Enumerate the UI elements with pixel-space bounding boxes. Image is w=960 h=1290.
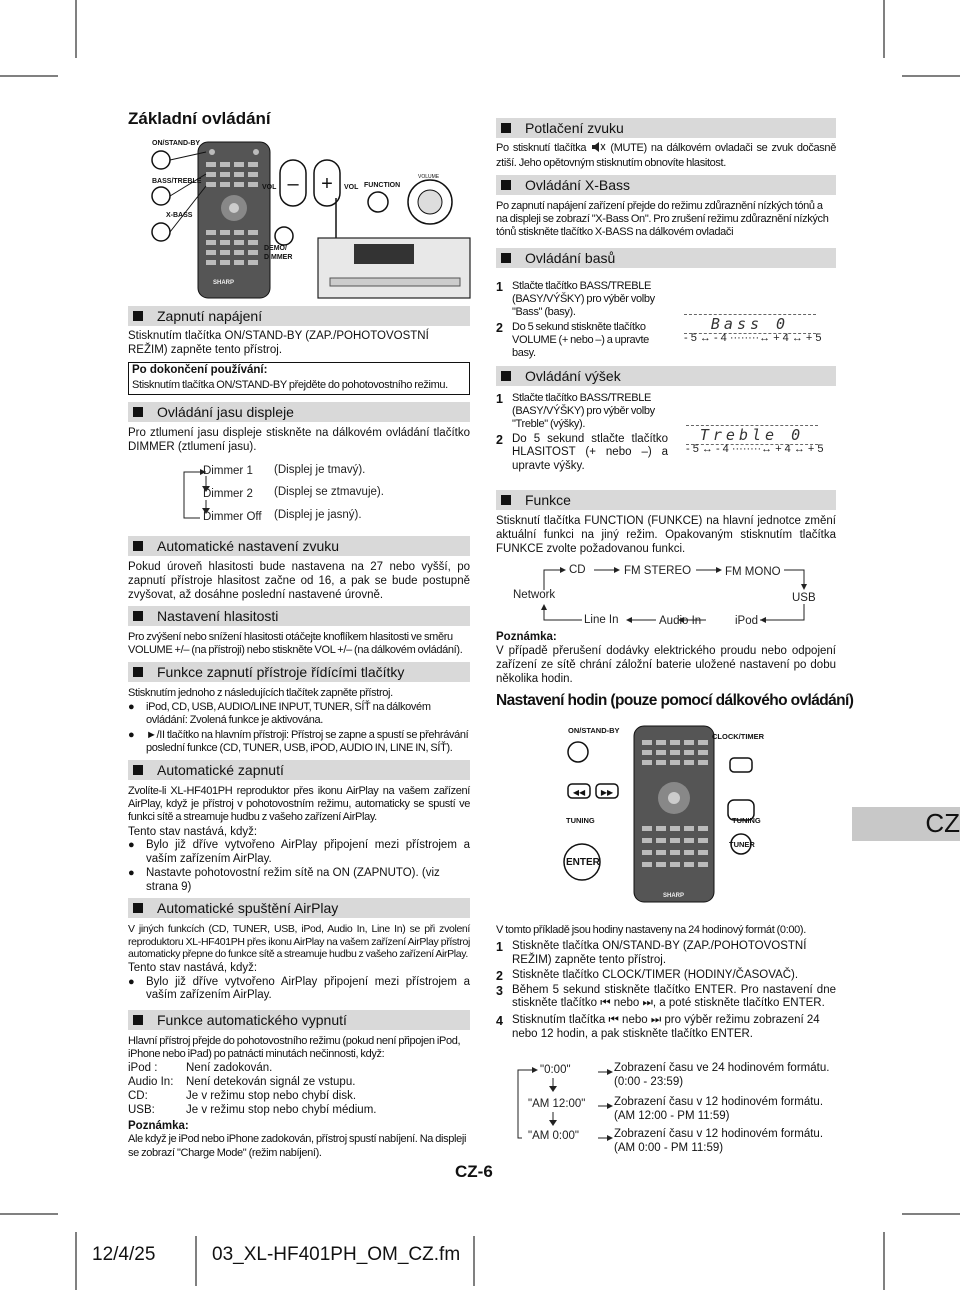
clock-remote-brand: SHARP — [663, 893, 685, 899]
mute-text-b: (MUTE) na dálkovém ovladači se zvuk dočasně ztiší. Jeho opětovným stisknutím obnovíte hlasitost. — [496, 142, 836, 170]
square-bullet-icon — [133, 311, 143, 321]
section-dimmer — [128, 402, 470, 455]
treble-steps — [496, 392, 668, 474]
format-24h-desc: Zobrazení času ve 24 hodinovém formátu. (0:00 - 23:59) — [614, 1062, 830, 1088]
square-bullet-icon — [501, 371, 511, 381]
auto-off-key: CD: — [128, 1089, 148, 1102]
functions-note: V případě přerušení dodávky elektrického proudu nebo odpojení zařízení ze sítě chrání záložní baterie uložené nastavení po dobu několika hodin. — [496, 645, 836, 685]
treble-header — [496, 366, 836, 386]
dimmer-header — [128, 402, 470, 422]
airplay-header — [128, 898, 470, 918]
auto-off-value: Je v režimu stop nebo chybí disk. — [186, 1089, 357, 1102]
airplay-title: Automatické spuštění AirPlay — [157, 899, 339, 916]
section-auto-off — [128, 1010, 470, 1160]
square-bullet-icon — [133, 407, 143, 417]
language-tab-label: CZ — [925, 808, 960, 839]
page-title: Základní ovládání — [128, 109, 271, 128]
vol-plus-label: VOL — [344, 184, 359, 191]
airplay-text: V jiných funkcích (CD, TUNER, USB, iPod, Audio In, Line In) se při zvolení reproduktoru XL-HF401PH přes ikonu AirPlay na vašem zařízení AirPlay přístroj automaticky přepne do funkce sítě a streamuje hudbu z vašeho zařízení AirPlay. — [128, 923, 470, 961]
airplay-cond-label: Tento stav nastává, když: — [128, 961, 258, 974]
clock-timer-label: CLOCK/TIMER — [712, 732, 765, 741]
airplay-bullet-1: ● Bylo již dříve vytvořeno AirPlay připojení mezi přístrojem a vaším zařízením AirPlay. — [128, 976, 470, 1004]
svg-text:–: – — [287, 173, 299, 195]
xbass-title: Ovládání X-Bass — [525, 176, 631, 193]
bass-header — [496, 248, 836, 268]
after-use-box — [128, 362, 470, 395]
demo-dimmer-label: DEMO/ DIMMER — [264, 245, 293, 262]
functions-header — [496, 490, 836, 510]
dimmer-step-1-desc: (Displej je tmavý). — [274, 464, 366, 476]
auto-off-key: Audio In: — [128, 1076, 174, 1089]
func-on-title: Funkce zapnutí přístroje řídícími tlačítky — [157, 663, 405, 680]
on-standby-label: ON/STAND-BY — [152, 140, 201, 147]
square-bullet-icon — [133, 667, 143, 677]
section-airplay — [128, 898, 470, 1003]
function-line-in: Line In — [584, 614, 619, 626]
func-on-header — [128, 662, 470, 682]
format-12h-value: "AM 12:00" — [528, 1098, 586, 1110]
bass-step-2: 2 Do 5 sekund stiskněte tlačítko VOLUME (+ nebo –) a upravte basy. — [496, 320, 649, 359]
clock-step-3: 3 Během 5 sekund stiskněte tlačítko ENTER. Pro nastavení dne stiskněte tlačítko ⏮ nebo ⏭, a poté stiskněte tlačítko ENTER. — [496, 983, 836, 1010]
after-use-title: Po dokončení používání: — [132, 363, 268, 376]
functions-text: Stisknutí tlačítka FUNCTION (FUNKCE) na hlavní jednotce změní aktuální funkci na jiný režim. Opakovaným stisknutím tlačítka FUNKCE zvolte požadovanou funkci. — [496, 515, 836, 555]
language-tab — [852, 807, 960, 841]
function-label: FUNCTION — [364, 182, 401, 189]
footer-date: 12/4/25 — [92, 1244, 156, 1265]
clock-intro: V tomto příkladě jsou hodiny nastaveny na 24 hodinový formát (0:00). — [496, 924, 806, 936]
auto-off-note-label: Poznámka: — [128, 1119, 189, 1132]
mute-icon — [590, 141, 606, 157]
volume-title: Nastavení hlasitosti — [157, 607, 279, 624]
section-mute — [496, 118, 836, 170]
auto-off-key: USB: — [128, 1103, 155, 1116]
auto-on-title: Automatické zapnutí — [157, 761, 284, 778]
bass-treble-label: BASS/TREBLE — [152, 178, 202, 185]
after-use-text: Stisknutím tlačítka ON/STAND-BY přejděte do pohotovostního režimu. — [132, 379, 448, 392]
section-power — [128, 306, 470, 395]
bass-scale: - 5 ↔ - 4 ········↔ + 4 ↔ + 5 — [684, 332, 822, 344]
mute-text-a: Po stisknutí tlačítka — [496, 142, 587, 154]
auto-off-key: iPod : — [128, 1062, 158, 1075]
square-bullet-icon — [133, 903, 143, 913]
auto-volume-title: Automatické nastavení zvuku — [157, 537, 340, 554]
auto-on-bullet-2: ● Nastavte pohotovostní režim sítě na ON (ZAPNUTO). (viz strana 9) — [128, 867, 470, 895]
function-fm-stereo: FM STEREO — [624, 565, 692, 577]
function-cd: CD — [569, 564, 586, 576]
format-12h-zero-value: "AM 0:00" — [528, 1130, 579, 1142]
section-treble — [496, 366, 836, 474]
dimmer-step-2-desc: (Displej se ztmavuje). — [274, 486, 384, 498]
treble-step-1: 1 Stlačte tlačítko BASS/TREBLE (BASY/VÝŠKY) pro výběr volby "Treble" (výšky). — [496, 392, 655, 431]
treble-display: Treble 0 — [686, 425, 818, 445]
clock-step-2: 2 Stiskněte tlačítko CLOCK/TIMER (HODINY/ČASOVAČ). — [496, 968, 799, 983]
section-functions — [496, 490, 836, 556]
volume-text: Pro zvýšení nebo snížení hlasitosti otáčejte knoflíkem hlasitosti ve směru VOLUME +/– (na přístroji) nebo stiskněte VOL +/– (na dálkovém ovládání). — [128, 631, 463, 657]
dimmer-step-3-label: Dimmer Off — [203, 511, 262, 523]
svg-text:+: + — [321, 173, 333, 195]
format-12h-zero-desc: Zobrazení času v 12 hodinovém formátu. (AM 0:00 - PM 11:59) — [614, 1128, 824, 1154]
auto-off-text: Hlavní přístroj přejde do pohotovostního režimu (pokud není připojen iPod, iPhone nebo iPad) po patnácti minutách nečinnosti, když: — [128, 1035, 461, 1061]
mute-text — [496, 141, 836, 170]
tuner-label: TUNER — [729, 840, 755, 849]
functions-title: Funkce — [525, 491, 571, 508]
vol-minus-label: VOL — [262, 184, 277, 191]
square-bullet-icon — [133, 611, 143, 621]
mute-header — [496, 118, 836, 138]
controls-illustration — [150, 138, 472, 300]
format-12h-desc: Zobrazení času v 12 hodinovém formátu. (AM 12:00 - PM 11:59) — [614, 1096, 824, 1122]
square-bullet-icon — [133, 541, 143, 551]
clock-remote-illustration — [558, 722, 778, 904]
clock-on-standby-label: ON/STAND-BY — [568, 726, 620, 735]
volume-header — [128, 606, 470, 626]
power-title: Zapnutí napájení — [157, 307, 263, 324]
function-network: Network — [513, 589, 556, 601]
tuning-left-label: TUNING — [566, 816, 595, 825]
auto-on-cond-label: Tento stav nastává, když: — [128, 825, 258, 838]
treble-scale: - 5 ↔ - 4 ········↔ + 4 ↔ + 5 — [686, 443, 824, 455]
dimmer-step-3-desc: (Displej je jasný). — [274, 509, 362, 521]
square-bullet-icon — [501, 180, 511, 190]
section-xbass — [496, 175, 836, 240]
bass-step-1: 1 Stlačte tlačítko BASS/TREBLE (BASY/VÝŠKY) pro výběr volby "Bass" (basy). — [496, 280, 655, 319]
svg-text:◀◀: ◀◀ — [572, 788, 586, 797]
auto-off-value: Není detekován signál ze vstupu. — [186, 1076, 356, 1089]
dimmer-text: Pro ztlumení jasu displeje stiskněte na dálkovém ovládání tlačítko DIMMER (ztlumení jasu). — [128, 427, 470, 453]
enter-label: ENTER — [566, 857, 600, 868]
x-bass-label: X-BASS — [166, 212, 193, 219]
function-usb: USB — [792, 592, 816, 604]
footer-filename: 03_XL-HF401PH_OM_CZ.fm — [212, 1244, 461, 1265]
section-func-on — [128, 662, 470, 755]
power-header — [128, 306, 470, 326]
auto-volume-header — [128, 536, 470, 556]
auto-on-header — [128, 760, 470, 780]
treble-title: Ovládání výšek — [525, 367, 621, 384]
dimmer-step-2-label: Dimmer 2 — [203, 488, 253, 500]
power-text: Stisknutím tlačítka ON/STAND-BY (ZAP./POHOTOVOSTNÍ REŽIM) zapněte tento přístroj. — [128, 330, 429, 356]
dimmer-step-1-label: Dimmer 1 — [203, 465, 253, 477]
function-fm-mono: FM MONO — [725, 566, 781, 578]
page-number: CZ-6 — [455, 1162, 493, 1181]
auto-off-value: Není zadokován. — [186, 1062, 273, 1075]
dimmer-title: Ovládání jasu displeje — [157, 403, 294, 420]
section-auto-volume — [128, 536, 470, 602]
section-clock-steps — [496, 924, 836, 1042]
function-ipod: iPod — [735, 615, 759, 627]
auto-off-header — [128, 1010, 470, 1030]
func-on-bullet-2: ● ►/II tlačítko na hlavním přístroji: Přístroj se zapne a spustí se přehrávání poslední funkce (CD, TUNER, USB, iPOD, AUDIO IN, LINE IN, SÍŤ). — [128, 729, 470, 755]
auto-volume-text: Pokud úroveň hlasitosti bude nastavena na 27 nebo vyšší, po zapnutí přístroje hlasitost začne od 16, a pak se bude postupně zvyšovat, až dosáhne poslední nastavené úrovně. — [128, 561, 470, 601]
func-on-bullet-1: ● iPod, CD, USB, AUDIO/LINE INPUT, TUNER, SÍŤ na dálkovém ovládání: Zvolená funkce je aktivována. — [128, 701, 470, 727]
bass-steps — [496, 280, 668, 360]
section-volume — [128, 606, 470, 657]
tuning-right-label: TUNING — [732, 816, 761, 825]
square-bullet-icon — [501, 253, 511, 263]
volume-knob-label: VOLUME — [418, 174, 440, 180]
bass-title: Ovládání basů — [525, 249, 616, 266]
square-bullet-icon — [501, 123, 511, 133]
square-bullet-icon — [501, 495, 511, 505]
square-bullet-icon — [133, 765, 143, 775]
format-24h-value: "0:00" — [540, 1064, 571, 1076]
function-audio-in: Audio In — [659, 615, 702, 627]
clock-title: Nastavení hodin (pouze pomocí dálkového ovládání) — [496, 692, 854, 709]
clock-step-4: 4 Stisknutím tlačítka ⏮ nebo ⏭ pro výběr režimu zobrazení 24 nebo 12 hodin, a pak stiskněte tlačítko ENTER. — [496, 1014, 820, 1040]
xbass-header — [496, 175, 836, 195]
auto-off-table — [128, 1062, 470, 1117]
xbass-text: Po zapnutí napájení zařízení přejde do režimu zdůraznění nízkých tónů a na displeji se zobrazí "X-Bass On". Pro zrušení režimu zdůraznění nízkých tónů stiskněte tlačítko X-BASS na dálkovém ovladači — [496, 200, 829, 239]
auto-on-text: Zvolíte-li XL-HF401PH reproduktor přes ikonu AirPlay na vašem zařízení AirPlay, když je přístroj v pohotovostním režimu, automaticky se spustí ve funkci sítě a streamuje hudbu z vašeho zařízení AirPlay. — [128, 785, 470, 824]
treble-step-2: 2 Do 5 sekund stlačte tlačítko HLASITOST (+ nebo –) a upravte výšky. — [496, 432, 668, 473]
auto-off-title: Funkce automatického vypnutí — [157, 1011, 347, 1028]
remote-brand-label: SHARP — [213, 280, 235, 286]
clock-step-1: 1 Stiskněte tlačítka ON/STAND-BY (ZAP./POHOTOVOSTNÍ REŽIM) zapněte tento přístroj. — [496, 940, 807, 966]
square-bullet-icon — [133, 1015, 143, 1025]
functions-note-label: Poznámka: — [496, 631, 557, 643]
func-on-intro: Stisknutím jednoho z následujících tlačítek zapněte přístroj. — [128, 687, 393, 699]
section-auto-on — [128, 760, 470, 895]
bass-display: Bass 0 — [684, 314, 816, 334]
svg-text:▶▶: ▶▶ — [600, 788, 614, 797]
auto-off-note: Ale když je iPod nebo iPhone zadokován, přístroj spustí nabíjení. Na displeji se zobrazí "Charge Mode" (režim nabíjení). — [128, 1133, 467, 1159]
auto-on-bullet-1: ● Bylo již dříve vytvořeno AirPlay připojení mezi přístrojem a vaším zařízením AirPlay. — [128, 839, 470, 867]
auto-off-value: Je v režimu stop nebo chybí médium. — [186, 1103, 377, 1116]
mute-title: Potlačení zvuku — [525, 119, 624, 136]
